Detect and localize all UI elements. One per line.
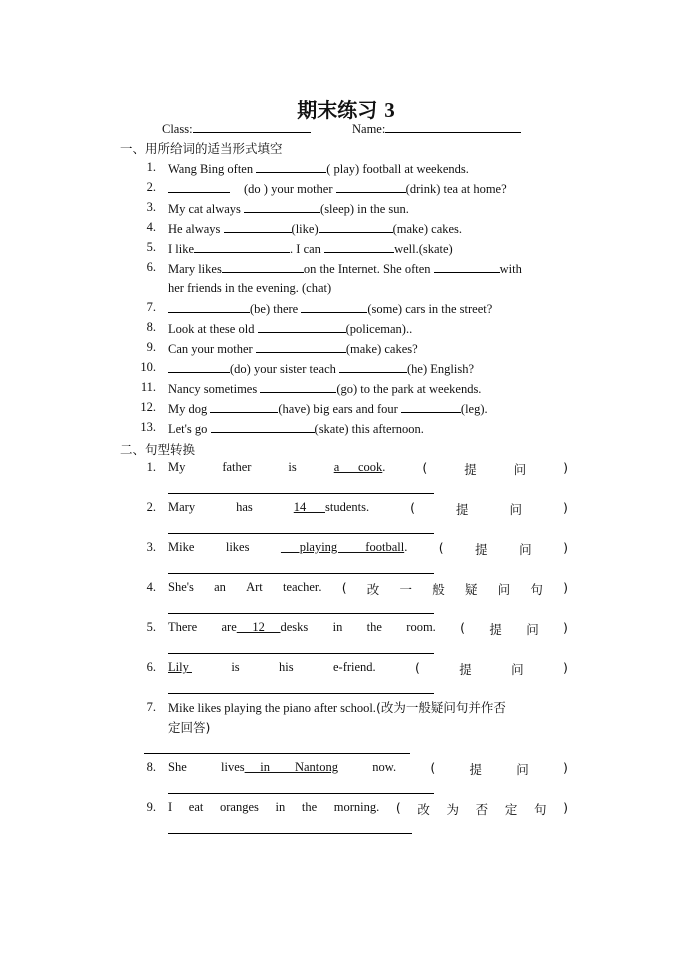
word: There xyxy=(168,620,198,634)
q1-3-number: 3. xyxy=(146,200,156,214)
q-text: Look at these old xyxy=(168,322,258,336)
instruction-char: 问 xyxy=(509,502,523,517)
q-text: My cat always xyxy=(168,202,245,216)
paren: ) xyxy=(563,540,568,555)
answer-line[interactable] xyxy=(168,833,412,834)
q1-12 xyxy=(168,400,488,417)
title-text: 期末练习 xyxy=(297,98,378,122)
title-number: 3 xyxy=(384,98,395,122)
paren: ) xyxy=(563,760,568,775)
q2-2 xyxy=(168,500,568,518)
word: . xyxy=(404,540,408,554)
word: She's xyxy=(168,580,194,594)
answer-blank[interactable] xyxy=(434,260,500,273)
q2-7-number: 7. xyxy=(146,700,156,714)
word: lives xyxy=(221,760,245,774)
answer-blank[interactable] xyxy=(168,180,230,193)
q-text: (make) cakes. xyxy=(392,222,463,236)
word: My xyxy=(168,460,186,474)
word: likes xyxy=(225,540,250,554)
q-text: well.(skate) xyxy=(394,242,453,256)
instruction-char: 句 xyxy=(530,582,543,597)
instruction-char: 句 xyxy=(533,802,547,817)
answer-blank[interactable] xyxy=(319,220,393,233)
q-text: (do) your sister teach xyxy=(230,362,339,376)
word: I xyxy=(168,800,173,814)
underlined-text: playing football xyxy=(280,540,405,554)
q2-3 xyxy=(168,540,568,558)
q2-9 xyxy=(168,800,568,818)
q-text: Let's go xyxy=(168,422,211,436)
instruction-char: 否 xyxy=(475,802,489,817)
paren: ) xyxy=(563,800,568,815)
q2-1 xyxy=(168,460,568,478)
q1-2-number: 2. xyxy=(146,180,156,194)
name-field xyxy=(352,120,521,137)
word: Mike xyxy=(168,540,195,554)
word: in xyxy=(275,800,286,814)
q-text: Nancy sometimes xyxy=(168,382,261,396)
underlined-text: 12 xyxy=(236,620,281,634)
word: his xyxy=(279,660,294,674)
q1-6-number: 6. xyxy=(146,260,156,274)
q1-9 xyxy=(168,340,418,357)
word: oranges xyxy=(220,800,259,814)
q1-13 xyxy=(168,420,424,437)
paren: ( xyxy=(438,540,444,555)
q1-10-number: 10. xyxy=(140,360,156,374)
paren: ( xyxy=(395,800,401,815)
word: eat xyxy=(188,800,204,814)
q-text: Mary likes xyxy=(168,262,222,276)
word: teacher. xyxy=(282,580,322,594)
answer-blank[interactable] xyxy=(224,220,292,233)
paren: ) xyxy=(563,580,568,595)
answer-blank[interactable] xyxy=(401,400,461,413)
word: now. xyxy=(372,760,397,774)
answer-blank[interactable] xyxy=(336,180,406,193)
paren: ( xyxy=(460,620,466,635)
q2-8-number: 8. xyxy=(146,760,156,774)
q1-5 xyxy=(168,240,453,257)
instruction-char: 问 xyxy=(511,662,524,677)
sentence: Mike likes playing the piano after school. xyxy=(168,701,376,715)
instruction-char: 般 xyxy=(432,582,445,597)
q-text: (leg). xyxy=(460,402,488,416)
answer-blank[interactable] xyxy=(168,300,250,313)
q1-12-number: 12. xyxy=(140,400,156,414)
word: is xyxy=(288,460,297,474)
answer-line[interactable] xyxy=(168,793,434,794)
q1-9-number: 9. xyxy=(146,340,156,354)
q2-5-number: 5. xyxy=(146,620,156,634)
answer-line[interactable] xyxy=(144,753,410,754)
q2-7 xyxy=(168,700,506,716)
q-text: (go) to the park at weekends. xyxy=(336,382,482,396)
q1-8-number: 8. xyxy=(146,320,156,334)
q-text: He always xyxy=(168,222,224,236)
q-text: (skate) this afternoon. xyxy=(314,422,424,436)
instruction-char: 问 xyxy=(497,582,511,597)
q2-2-number: 2. xyxy=(146,500,156,514)
answer-blank[interactable] xyxy=(222,260,304,273)
q1-6-cont: her friends in the evening. (chat) xyxy=(168,281,332,295)
q-text: (be) there xyxy=(250,302,302,316)
q1-1-number: 1. xyxy=(146,160,156,174)
word: . xyxy=(382,460,386,474)
q-text: (he) English? xyxy=(407,362,474,376)
word: are xyxy=(221,620,237,634)
answer-blank[interactable] xyxy=(210,400,278,413)
word: e-friend. xyxy=(332,660,376,674)
answer-line[interactable] xyxy=(168,533,434,534)
answer-blank[interactable] xyxy=(339,360,407,373)
paren: ( xyxy=(422,460,428,475)
answer-line[interactable] xyxy=(168,573,434,574)
instruction-char: 问 xyxy=(513,462,527,477)
underlined-text: a cook xyxy=(333,460,383,474)
answer-blank[interactable] xyxy=(258,320,346,333)
word: in xyxy=(332,620,343,634)
paren: ( xyxy=(415,660,420,675)
answer-blank[interactable] xyxy=(301,300,367,313)
q1-5-number: 5. xyxy=(146,240,156,254)
answer-line[interactable] xyxy=(168,693,434,694)
q-text: (sleep) in the sun. xyxy=(320,202,409,216)
paren: ) xyxy=(563,620,568,635)
instruction-char: 提 xyxy=(464,462,477,477)
q-text: (have) big ears and four xyxy=(278,402,401,416)
instruction: (改为一般疑问句并作否 xyxy=(375,700,506,715)
q2-1-number: 1. xyxy=(146,460,156,474)
instruction-char: 问 xyxy=(519,542,532,557)
instruction-char: 问 xyxy=(526,622,539,637)
word: desks xyxy=(280,620,309,634)
q1-7-number: 7. xyxy=(146,300,156,314)
paren: ) xyxy=(563,500,568,515)
q1-1 xyxy=(168,160,469,177)
q1-11-number: 11. xyxy=(140,380,156,394)
answer-blank[interactable] xyxy=(260,380,336,393)
section1-heading: 一、用所给词的适当形式填空 xyxy=(120,141,283,156)
word: morning. xyxy=(333,800,380,814)
q2-4 xyxy=(168,580,568,598)
underlined-text: Lily xyxy=(168,660,192,674)
paren: ) xyxy=(563,460,568,475)
q1-4-number: 4. xyxy=(146,220,156,234)
q-text: (some) cars in the street? xyxy=(367,302,493,316)
word: an xyxy=(214,580,226,594)
instruction-char: 提 xyxy=(469,762,483,777)
answer-blank[interactable] xyxy=(168,360,230,373)
word: students. xyxy=(325,500,370,514)
instruction-char: 定 xyxy=(504,802,518,817)
answer-blank[interactable] xyxy=(256,340,346,353)
instruction-char: 提 xyxy=(459,662,472,677)
instruction-char: 提 xyxy=(456,502,469,517)
instruction-char: 提 xyxy=(475,542,488,557)
word: has xyxy=(236,500,253,514)
word: Art xyxy=(246,580,263,594)
instruction-char: 为 xyxy=(446,802,460,817)
instruction-char: 改 xyxy=(417,802,430,817)
q2-6 xyxy=(168,660,568,678)
q-text: My dog xyxy=(168,402,211,416)
word: the xyxy=(301,800,318,814)
q-text: (policeman).. xyxy=(345,322,413,336)
q2-5 xyxy=(168,620,568,638)
answer-line[interactable] xyxy=(168,653,434,654)
q-text: (make) cakes? xyxy=(345,342,418,356)
underlined-text: 14 xyxy=(293,500,325,514)
q1-10 xyxy=(168,360,474,377)
class-blank[interactable] xyxy=(193,120,311,133)
q1-7 xyxy=(168,300,492,317)
q-text: ( play) football at weekends. xyxy=(326,162,469,176)
q-text: on the Internet. She often xyxy=(303,262,434,276)
answer-line[interactable] xyxy=(168,613,434,614)
class-label: Class: xyxy=(162,122,193,136)
q-text: (drink) tea at home? xyxy=(405,182,507,196)
answer-blank[interactable] xyxy=(194,240,290,253)
word: father xyxy=(222,460,252,474)
paren: ) xyxy=(563,660,568,675)
answer-blank[interactable] xyxy=(324,240,394,253)
q-text: Wang Bing often xyxy=(168,162,257,176)
paren: ( xyxy=(430,760,436,775)
q2-9-number: 9. xyxy=(146,800,156,814)
q1-11 xyxy=(168,380,481,397)
q1-8 xyxy=(168,320,412,337)
class-field xyxy=(162,120,311,137)
answer-blank[interactable] xyxy=(244,200,320,213)
q2-4-number: 4. xyxy=(146,580,156,594)
section2-heading: 二、句型转换 xyxy=(120,442,196,457)
paren: ( xyxy=(341,580,347,595)
instruction-char: 疑 xyxy=(464,582,478,597)
instruction-char: 问 xyxy=(516,762,529,777)
q-text: with xyxy=(499,262,522,276)
instruction-char: 一 xyxy=(399,582,413,597)
answer-blank[interactable] xyxy=(211,420,315,433)
word: She xyxy=(168,760,187,774)
word: the xyxy=(366,620,382,634)
word: Mary xyxy=(168,500,196,514)
q1-6 xyxy=(168,260,522,277)
q-text: Can your mother xyxy=(168,342,256,356)
instruction-char: 改 xyxy=(366,582,380,597)
q2-3-number: 3. xyxy=(146,540,156,554)
paren: ( xyxy=(410,500,415,515)
q-text: (do ) your mother xyxy=(244,182,336,196)
q1-13-number: 13. xyxy=(140,420,156,434)
q1-3 xyxy=(168,200,409,217)
q2-6-number: 6. xyxy=(146,660,156,674)
q1-2 xyxy=(168,180,507,197)
instruction-char: 提 xyxy=(489,622,502,637)
name-blank[interactable] xyxy=(385,120,521,133)
word: is xyxy=(231,660,240,674)
word: room. xyxy=(406,620,436,634)
q2-8 xyxy=(168,760,568,778)
q-text: . I can xyxy=(290,242,325,256)
q-text: I like xyxy=(168,242,195,256)
answer-blank[interactable] xyxy=(256,160,326,173)
q1-4 xyxy=(168,220,462,237)
q-text: (like) xyxy=(291,222,319,236)
page-title xyxy=(0,94,692,123)
q2-7-cont: 定回答) xyxy=(168,720,211,735)
answer-line[interactable] xyxy=(168,493,434,494)
name-label: Name: xyxy=(352,122,386,136)
underlined-text: in Nantong xyxy=(244,760,339,774)
